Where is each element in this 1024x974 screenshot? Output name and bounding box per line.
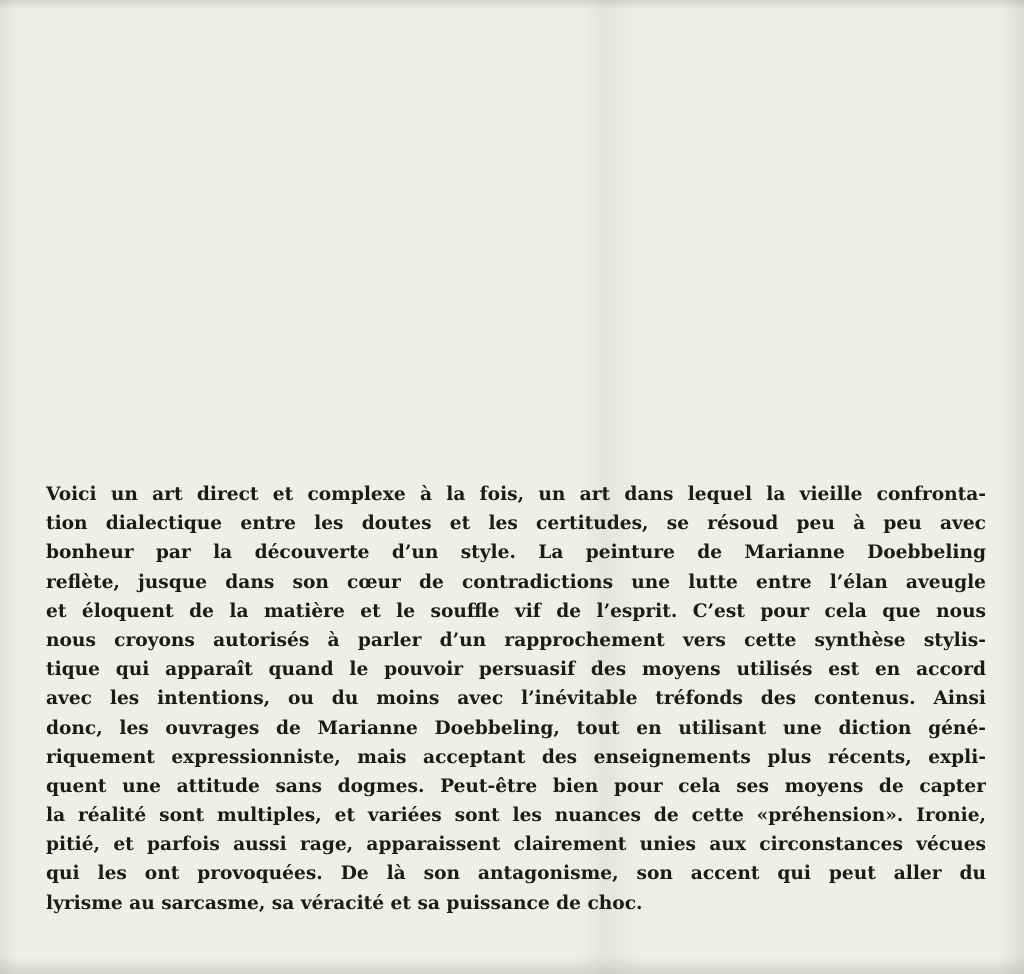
paragraph-line: Voici un art direct et complexe à la fois, un art dans lequel la vieille confronta- <box>46 484 986 505</box>
paragraph-line: nous croyons autorisés à parler d’un rapprochement vers cette synthèse stylis- <box>46 629 986 651</box>
paragraph-line: pitié, et parfois aussi rage, apparaissent clairement unies aux circonstances vécues <box>46 834 986 856</box>
body-paragraph <box>46 480 986 918</box>
paragraph-line: quent une attitude sans dogmes. Peut-être bien pour cela ses moyens de capter <box>46 775 986 797</box>
paragraph-line: riquement expressionniste, mais acceptant des enseignements plus récents, expli- <box>46 746 986 768</box>
paragraph-line: et éloquent de la matière et le souffle vif de l’esprit. C’est pour cela que nous <box>46 600 986 622</box>
paragraph-line: avec les intentions, ou du moins avec l’inévitable tréfonds des contenus. Ainsi <box>46 688 986 710</box>
paragraph-line: la réalité sont multiples, et variées sont les nuances de cette «préhension». Ironie, <box>46 805 986 827</box>
paragraph-line: qui les ont provoquées. De là son antagonisme, son accent qui peut aller du <box>46 863 986 885</box>
paragraph-line: bonheur par la découverte d’un style. La peinture de Marianne Doebbeling <box>46 542 986 564</box>
paragraph-line: lyrisme au sarcasme, sa véracité et sa puissance de choc. <box>46 892 643 914</box>
paragraph-line: tique qui apparaît quand le pouvoir persuasif des moyens utilisés est en accord <box>46 659 986 681</box>
paragraph-line: reflète, jusque dans son cœur de contradictions une lutte entre l’élan aveugle <box>46 571 986 593</box>
paragraph-line: donc, les ouvrages de Marianne Doebbeling, tout en utilisant une diction géné- <box>46 717 986 739</box>
paragraph-line: tion dialectique entre les doutes et les certitudes, se résoud peu à peu avec <box>46 513 986 535</box>
